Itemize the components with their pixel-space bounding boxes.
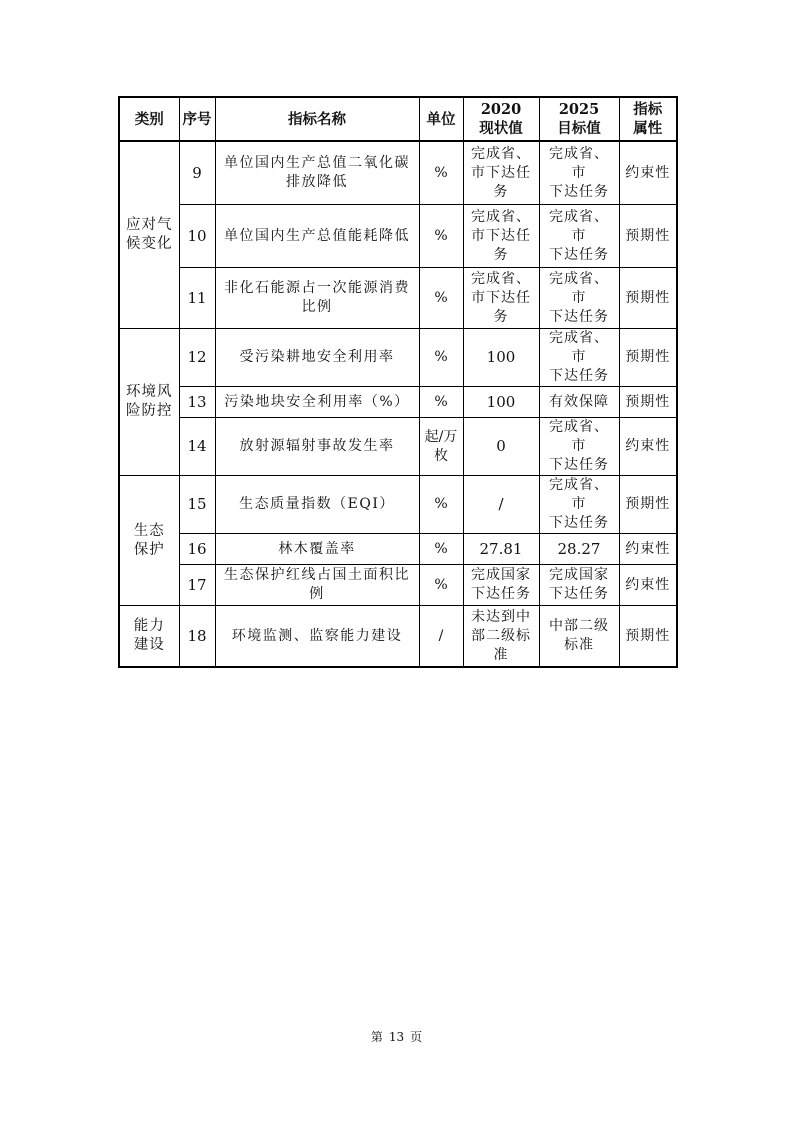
table-row	[119, 205, 677, 268]
unit-cell: %	[419, 205, 463, 268]
unit-cell: %	[419, 565, 463, 606]
attribute-cell: 预期性	[619, 205, 677, 268]
current-value: 完成省、 市下达任 务	[463, 205, 539, 268]
target-value: 有效保障	[539, 387, 619, 418]
attribute-cell: 约束性	[619, 141, 677, 205]
category-cell: 应对气 候变化	[119, 141, 179, 329]
category-cell: 环境风 险防控	[119, 329, 179, 476]
current-value: 27.81	[463, 534, 539, 565]
row-number: 10	[179, 205, 215, 268]
target-value: 完成省、市 下达任务	[539, 205, 619, 268]
indicator-name: 林木覆盖率	[215, 534, 419, 565]
row-number: 9	[179, 141, 215, 205]
unit-cell: %	[419, 387, 463, 418]
table-row	[119, 141, 677, 205]
target-value: 完成省、市 下达任务	[539, 476, 619, 534]
target-value: 28.27	[539, 534, 619, 565]
indicator-name: 环境监测、监察能力建设	[215, 606, 419, 668]
target-value: 完成国家 下达任务	[539, 565, 619, 606]
page-number: 13	[388, 1030, 405, 1044]
table-row	[119, 565, 677, 606]
row-number: 12	[179, 329, 215, 387]
attribute-cell: 预期性	[619, 606, 677, 668]
unit-cell: /	[419, 606, 463, 668]
page-number-prefix: 第	[370, 1030, 383, 1044]
attribute-cell: 预期性	[619, 387, 677, 418]
row-number: 14	[179, 418, 215, 476]
table-row	[119, 268, 677, 329]
indicator-name: 单位国内生产总值二氧化碳 排放降低	[215, 141, 419, 205]
row-number: 17	[179, 565, 215, 606]
row-number: 15	[179, 476, 215, 534]
current-value: 100	[463, 387, 539, 418]
attribute-cell: 预期性	[619, 329, 677, 387]
attribute-cell: 约束性	[619, 418, 677, 476]
header-target-2025: 2025 目标值	[539, 97, 619, 141]
indicator-name: 非化石能源占一次能源消费 比例	[215, 268, 419, 329]
current-value: 未达到中 部二级标 准	[463, 606, 539, 668]
attribute-cell: 预期性	[619, 268, 677, 329]
table-row	[119, 418, 677, 476]
current-value: 完成省、 市下达任 务	[463, 268, 539, 329]
unit-cell: %	[419, 268, 463, 329]
indicator-name: 放射源辐射事故发生率	[215, 418, 419, 476]
category-cell: 生态 保护	[119, 476, 179, 606]
indicator-name: 受污染耕地安全利用率	[215, 329, 419, 387]
attribute-cell: 约束性	[619, 534, 677, 565]
current-value: 0	[463, 418, 539, 476]
header-attribute: 指标 属性	[619, 97, 677, 141]
unit-cell: %	[419, 476, 463, 534]
row-number: 16	[179, 534, 215, 565]
page-number-suffix: 页	[410, 1030, 423, 1044]
table-row	[119, 606, 677, 668]
unit-cell: %	[419, 141, 463, 205]
header-number: 序号	[179, 97, 215, 141]
indicator-name: 生态质量指数（EQI）	[215, 476, 419, 534]
target-value: 中部二级 标准	[539, 606, 619, 668]
indicator-name: 单位国内生产总值能耗降低	[215, 205, 419, 268]
current-value: 完成省、 市下达任 务	[463, 141, 539, 205]
category-cell: 能力 建设	[119, 606, 179, 668]
target-value: 完成省、市 下达任务	[539, 329, 619, 387]
current-value: 完成国家 下达任务	[463, 565, 539, 606]
header-current-2020: 2020 现状值	[463, 97, 539, 141]
header-unit: 单位	[419, 97, 463, 141]
page-footer	[0, 1029, 793, 1045]
current-value: /	[463, 476, 539, 534]
current-value: 100	[463, 329, 539, 387]
row-number: 18	[179, 606, 215, 668]
table-row	[119, 329, 677, 387]
target-value: 完成省、市 下达任务	[539, 268, 619, 329]
indicator-name: 生态保护红线占国土面积比 例	[215, 565, 419, 606]
indicator-table	[118, 96, 678, 668]
unit-cell: 起/万 枚	[419, 418, 463, 476]
unit-cell: %	[419, 329, 463, 387]
table-row	[119, 387, 677, 418]
header-indicator-name: 指标名称	[215, 97, 419, 141]
attribute-cell: 预期性	[619, 476, 677, 534]
table-header-row	[119, 97, 677, 141]
row-number: 13	[179, 387, 215, 418]
target-value: 完成省、市 下达任务	[539, 141, 619, 205]
row-number: 11	[179, 268, 215, 329]
indicator-name: 污染地块安全利用率（%）	[215, 387, 419, 418]
target-value: 完成省、市 下达任务	[539, 418, 619, 476]
header-category: 类别	[119, 97, 179, 141]
table-row	[119, 534, 677, 565]
table-row	[119, 476, 677, 534]
attribute-cell: 约束性	[619, 565, 677, 606]
unit-cell: %	[419, 534, 463, 565]
